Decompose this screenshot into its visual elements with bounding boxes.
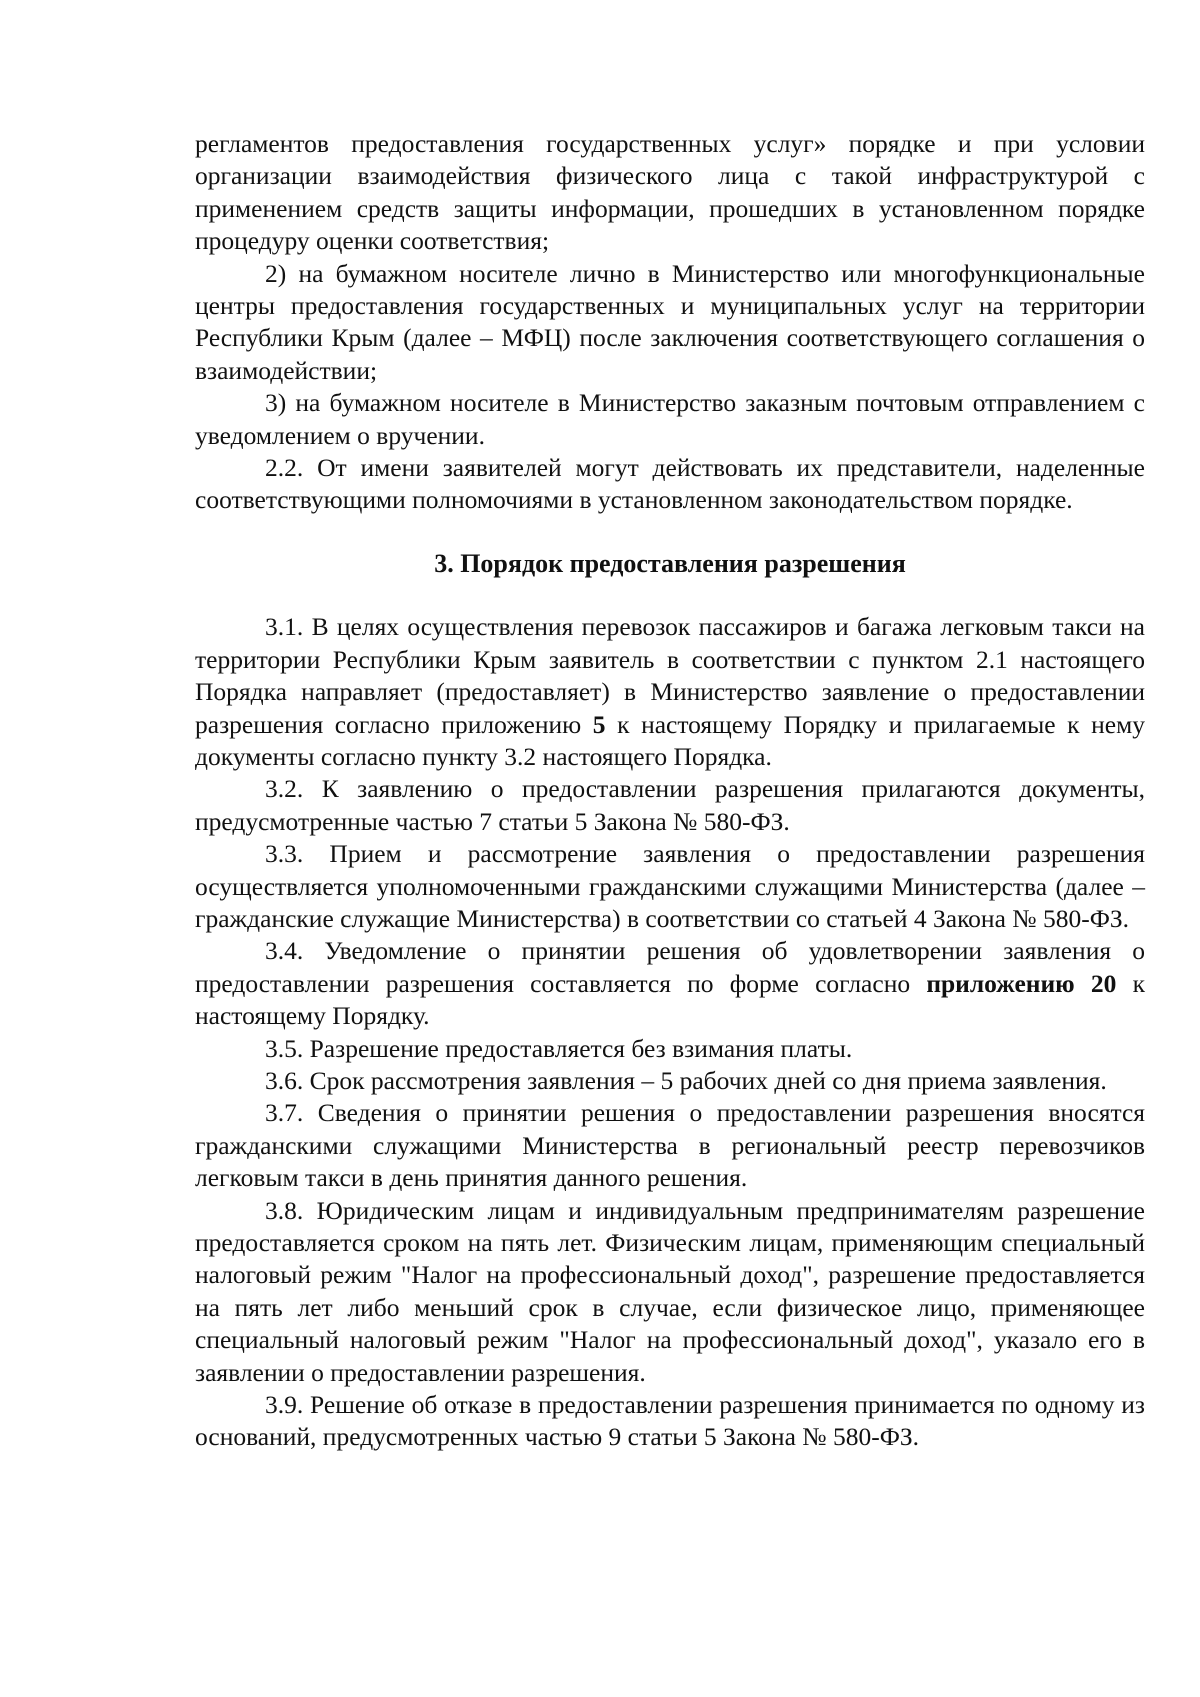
clause-3-1-text-a: 3.1. В целях осуществления перевозок пассажиров и багажа легковым такси на территории Республики Крым заявитель в соответствии с пунктом 2.1 настоящего Порядка направляет (предоставляет) в Министерство заявление о предоставлении разрешения согласно приложению xyxy=(195,612,1145,739)
section-3-heading: 3. Порядок предоставления разрешения xyxy=(434,548,906,578)
continuation-paragraph: регламентов предоставления государственных услуг» порядке и при условии организации взаимодействия физического лица с такой инфраструктурой с применением средств защиты информации, прошедших в установленном порядке процедуру оценки соответствия; xyxy=(195,129,1145,256)
clause-3-5-paragraph: 3.5. Разрешение предоставляется без взимания платы. xyxy=(265,1033,853,1063)
clause-3-1-paragraph xyxy=(195,611,1145,773)
clause-3-3-paragraph: 3.3. Прием и рассмотрение заявления о предоставлении разрешения осуществляется уполномоченными гражданскими служащими Министерства (далее – гражданские служащие Министерства) в соответствии со статьей 4 Закона № 580-ФЗ. xyxy=(195,839,1145,933)
clause-3-4-paragraph xyxy=(195,935,1145,1032)
clause-3-1-text-b: к настоящему Порядку и прилагаемые к нему документы согласно пункту 3.2 настоящего Порядка. xyxy=(195,709,1145,771)
clause-3-4-bold: приложению 20 xyxy=(926,968,1117,998)
clause-3-1-bold: 5 xyxy=(592,709,606,739)
document-page xyxy=(195,128,1145,1454)
clause-3-7-paragraph: 3.7. Сведения о принятии решения о предоставлении разрешения вносятся гражданскими служащими Министерства в региональный реестр перевозчиков легковым такси в день принятия данного решения. xyxy=(195,1098,1145,1193)
clause-2-2-paragraph: 2.2. От имени заявителей могут действовать их представители, наделенные соответствующими полномочиями в установленном законодательством порядке. xyxy=(195,453,1145,515)
clause-3-4-text-b: к настоящему Порядку. xyxy=(195,968,1145,1031)
item-3-paragraph: 3) на бумажном носителе в Министерство заказным почтовым отправлением с уведомлением о вручении. xyxy=(195,388,1145,450)
clause-3-8-paragraph: 3.8. Юридическим лицам и индивидуальным предпринимателям разрешение предоставляется сроком на пять лет. Физическим лицам, применяющим специальный налоговый режим "Налог на профессиональный доход", разрешение предоставляется на пять лет либо меньший срок в случае, если физическое лицо, применяющее специальный налоговый режим "Налог на профессиональный доход", указало его в заявлении о предоставлении разрешения. xyxy=(195,1195,1145,1387)
clause-3-6-paragraph: 3.6. Срок рассмотрения заявления – 5 рабочих дней со дня приема заявления. xyxy=(265,1065,1107,1095)
clause-3-2-paragraph: 3.2. К заявлению о предоставлении разрешения прилагаются документы, предусмотренные частью 7 статьи 5 Закона № 580-ФЗ. xyxy=(195,774,1145,836)
clause-3-4-text-a: 3.4. Уведомление о принятии решения об удовлетворении заявления о предоставлении разрешения составляется по форме согласно xyxy=(195,936,1145,998)
item-2-paragraph: 2) на бумажном носителе лично в Министерство или многофункциональные центры предоставления государственных и муниципальных услуг на территории Республики Крым (далее – МФЦ) после заключения соответствующего соглашения о взаимодействии; xyxy=(195,258,1145,385)
clause-3-9-paragraph: 3.9. Решение об отказе в предоставлении разрешения принимается по одному из оснований, предусмотренных частью 9 статьи 5 Закона № 580-ФЗ. xyxy=(195,1390,1145,1452)
